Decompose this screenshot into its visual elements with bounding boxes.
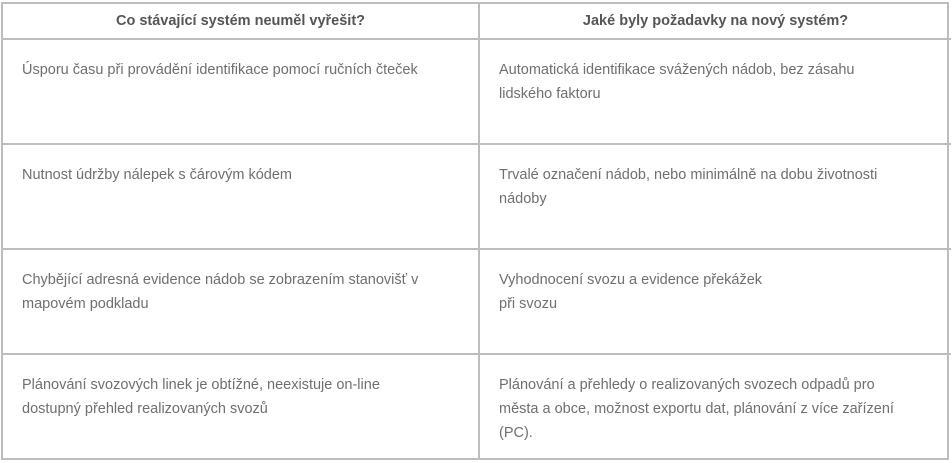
cell-text-line: nádoby [499, 191, 547, 207]
comparison-table [3, 4, 951, 459]
cell-text-line: mapovém podkladu [22, 296, 149, 312]
cell-issue [3, 249, 479, 354]
table-row [3, 249, 951, 354]
cell-text-line: Vyhodnocení svozu a evidence překážek [499, 272, 763, 288]
cell-issue [3, 354, 479, 459]
table-row [3, 39, 951, 144]
comparison-table-container [1, 2, 949, 460]
cell-text-line: lidského faktoru [499, 86, 601, 102]
cell-text-line: Plánování a přehledy o realizovaných svozech odpadů pro [499, 377, 875, 393]
cell-requirement [479, 39, 951, 144]
table-row [3, 354, 951, 459]
cell-text-line: Automatická identifikace svážených nádob, bez zásahu [499, 62, 855, 78]
cell-requirement [479, 144, 951, 249]
header-old-system-issues: Co stávající systém neuměl vyřešit? [3, 4, 479, 39]
cell-text-line: Chybějící adresná evidence nádob se zobrazením stanovišť v [22, 272, 419, 288]
cell-text-line: (PC). [499, 425, 533, 441]
cell-text-line: Plánování svozových linek je obtížné, neexistuje on-line [22, 377, 380, 393]
cell-text-line: Trvalé označení nádob, nebo minimálně na dobu životnosti [499, 167, 878, 183]
table-header-row [3, 4, 951, 39]
header-new-system-requirements: Jaké byly požadavky na nový systém? [479, 4, 951, 39]
cell-text-line: Nutnost údržby nálepek s čárovým kódem [22, 167, 292, 183]
cell-text-line: města a obce, možnost exportu dat, plánování z více zařízení [499, 401, 894, 417]
cell-text-line: Úsporu času při provádění identifikace pomocí ručních čteček [22, 62, 418, 78]
cell-requirement [479, 354, 951, 459]
cell-text-line: při svozu [499, 296, 558, 312]
cell-requirement [479, 249, 951, 354]
cell-issue [3, 39, 479, 144]
table-row [3, 144, 951, 249]
cell-text-line: dostupný přehled realizovaných svozů [22, 401, 268, 417]
cell-issue [3, 144, 479, 249]
